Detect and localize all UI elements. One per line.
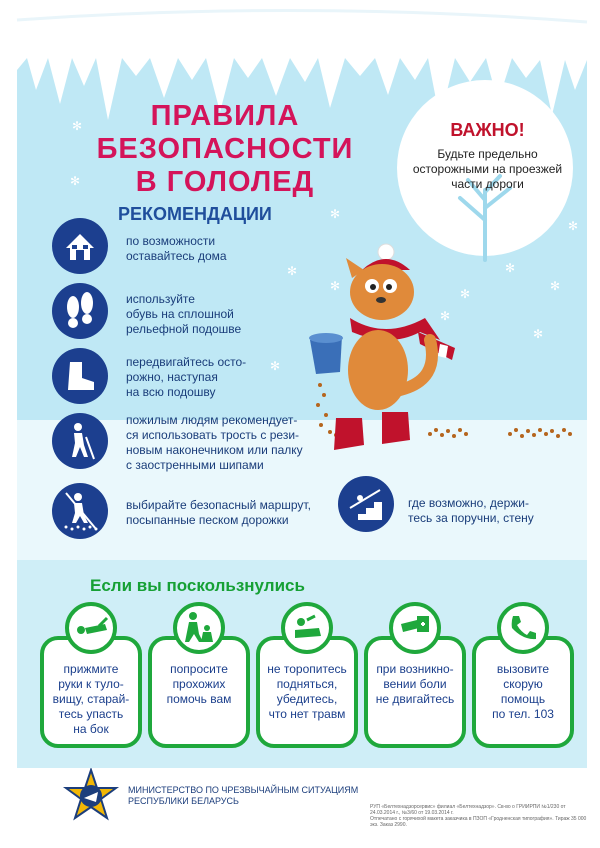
recommendation-line: ся использовать трость с рези-	[126, 428, 300, 442]
slip-tip-line: попросите	[170, 662, 228, 676]
handrail-stairs-icon	[338, 476, 394, 532]
slip-tip-line: не двигайтесь	[375, 692, 455, 706]
svg-text:✻: ✻	[460, 287, 471, 301]
slip-tip-line: прохожих	[172, 677, 226, 691]
phone-icon	[497, 602, 549, 654]
fall-sideways-icon	[65, 602, 117, 654]
ministry-emblem-icon	[62, 768, 120, 826]
slip-tip-text	[478, 662, 568, 722]
boot-icon	[52, 348, 108, 404]
title-line: БЕЗОПАСНОСТИ	[96, 133, 354, 165]
svg-text:✻: ✻	[550, 279, 561, 293]
svg-text:✻: ✻	[568, 219, 579, 233]
svg-text:✻: ✻	[505, 261, 516, 275]
walking-cane-icon	[52, 413, 108, 469]
slip-tip-line: убедитесь,	[276, 692, 338, 706]
print-info-line: РУП «Белтехнадзорсервис» филиал «Белтехнадзор». Св-во о ГРИИРПИ №1/230 от 24.03.2014 г., №3/60 от 19.03.2014 г.	[370, 804, 566, 816]
important-line: части дороги	[451, 177, 524, 191]
ministry-name	[128, 785, 358, 807]
ministry-line: РЕСПУБЛИКИ БЕЛАРУСЬ	[128, 796, 239, 806]
recommendation-line: где возможно, держи-	[408, 496, 529, 510]
slip-tip-line: помочь вам	[166, 692, 232, 706]
svg-text:✻: ✻	[330, 279, 341, 293]
svg-text:✻: ✻	[287, 264, 298, 278]
slip-tip-line: что нет травм	[268, 707, 346, 721]
svg-text:✻: ✻	[533, 327, 544, 341]
important-heading: ВАЖНО!	[450, 120, 525, 140]
slip-tip-line: вищу, старай-	[52, 692, 130, 706]
recommendation-text	[126, 292, 241, 337]
recommendation-text	[126, 234, 227, 264]
poster-title	[60, 100, 390, 199]
if-slipped-heading: Если вы поскользнулись	[90, 576, 305, 595]
recommendation-text	[126, 498, 311, 528]
recommendation-line: рожно, наступая	[126, 370, 218, 384]
slip-tip-line: не торопитесь	[267, 662, 347, 676]
recommendation-line: на всю подошву	[126, 385, 216, 399]
recommendation-line: рельефной подошве	[126, 322, 242, 336]
recommendation-line: используйте	[126, 292, 195, 306]
slip-tip-line: руки к туло-	[58, 677, 124, 691]
shoe-sole-icon	[52, 283, 108, 339]
recommendation-line: выбирайте безопасный маршрут,	[126, 498, 311, 512]
house-icon	[52, 218, 108, 274]
slip-tip-line: вении боли	[383, 677, 447, 691]
cat-mascot-illustration	[290, 240, 470, 460]
slip-tip-line: прижмите	[63, 662, 119, 676]
recommendation-text	[126, 355, 246, 400]
slip-tip-line: помощь	[500, 692, 546, 706]
slip-tip-line: на бок	[73, 722, 109, 736]
recommendation-line: по возможности	[126, 234, 216, 248]
recommendations-heading: РЕКОМЕНДАЦИИ	[118, 204, 272, 224]
slip-tip-text	[154, 662, 244, 707]
ministry-line: МИНИСТЕРСТВО ПО ЧРЕЗВЫЧАЙНЫМ СИТУАЦИЯМ	[128, 785, 359, 795]
title-line: ПРАВИЛА	[150, 100, 300, 132]
svg-text:✻: ✻	[270, 359, 281, 373]
svg-text:✻: ✻	[72, 119, 83, 133]
recommendation-text	[126, 413, 303, 473]
title-line: В ГОЛОЛЕД	[135, 166, 315, 198]
slip-tip-text	[370, 662, 460, 707]
print-info	[370, 804, 590, 828]
slip-tip-line: подняться,	[276, 677, 338, 691]
recommendation-line: оставайтесь дома	[126, 249, 227, 263]
lying-person-icon	[281, 602, 333, 654]
slip-tip-line: скорую	[503, 677, 543, 691]
slip-tip-line: тесь упасть	[58, 707, 124, 721]
recommendation-line: посыпанные песком дорожки	[126, 513, 289, 527]
ask-help-icon	[173, 602, 225, 654]
important-line: Будьте предельно	[437, 147, 538, 161]
svg-text:✻: ✻	[70, 174, 81, 188]
slip-tip-line: вызовите	[496, 662, 550, 676]
svg-text:✻: ✻	[440, 309, 451, 323]
slip-tip-text	[262, 662, 352, 722]
slip-tip-line: при возникно-	[376, 662, 454, 676]
recommendation-line: передвигайтесь осто-	[126, 355, 247, 369]
svg-text:✻: ✻	[330, 207, 341, 221]
recommendation-text	[408, 496, 534, 526]
recommendation-line: тесь за поручни, стену	[408, 511, 534, 525]
print-info-line: Отпечатано с горячихой макета заказчика в ПЗОП «Гродненская типография». Тираж 35 000 экз. Заказ 2990.	[370, 816, 587, 828]
recommendation-line: с заостренными шипами	[126, 458, 264, 472]
recommendation-line: пожилым людям рекомендует-	[126, 413, 298, 427]
sanded-path-icon	[52, 483, 108, 539]
recommendation-line: новым наконечником или палку	[126, 443, 303, 457]
slip-tip-line: по тел. 103	[492, 707, 554, 721]
important-text	[395, 147, 580, 192]
important-line: осторожными на проезжей	[412, 162, 563, 176]
recommendation-line: обувь на сплошной	[126, 307, 234, 321]
important-notice	[395, 120, 580, 192]
injury-icon	[389, 602, 441, 654]
slip-tip-text	[46, 662, 136, 737]
